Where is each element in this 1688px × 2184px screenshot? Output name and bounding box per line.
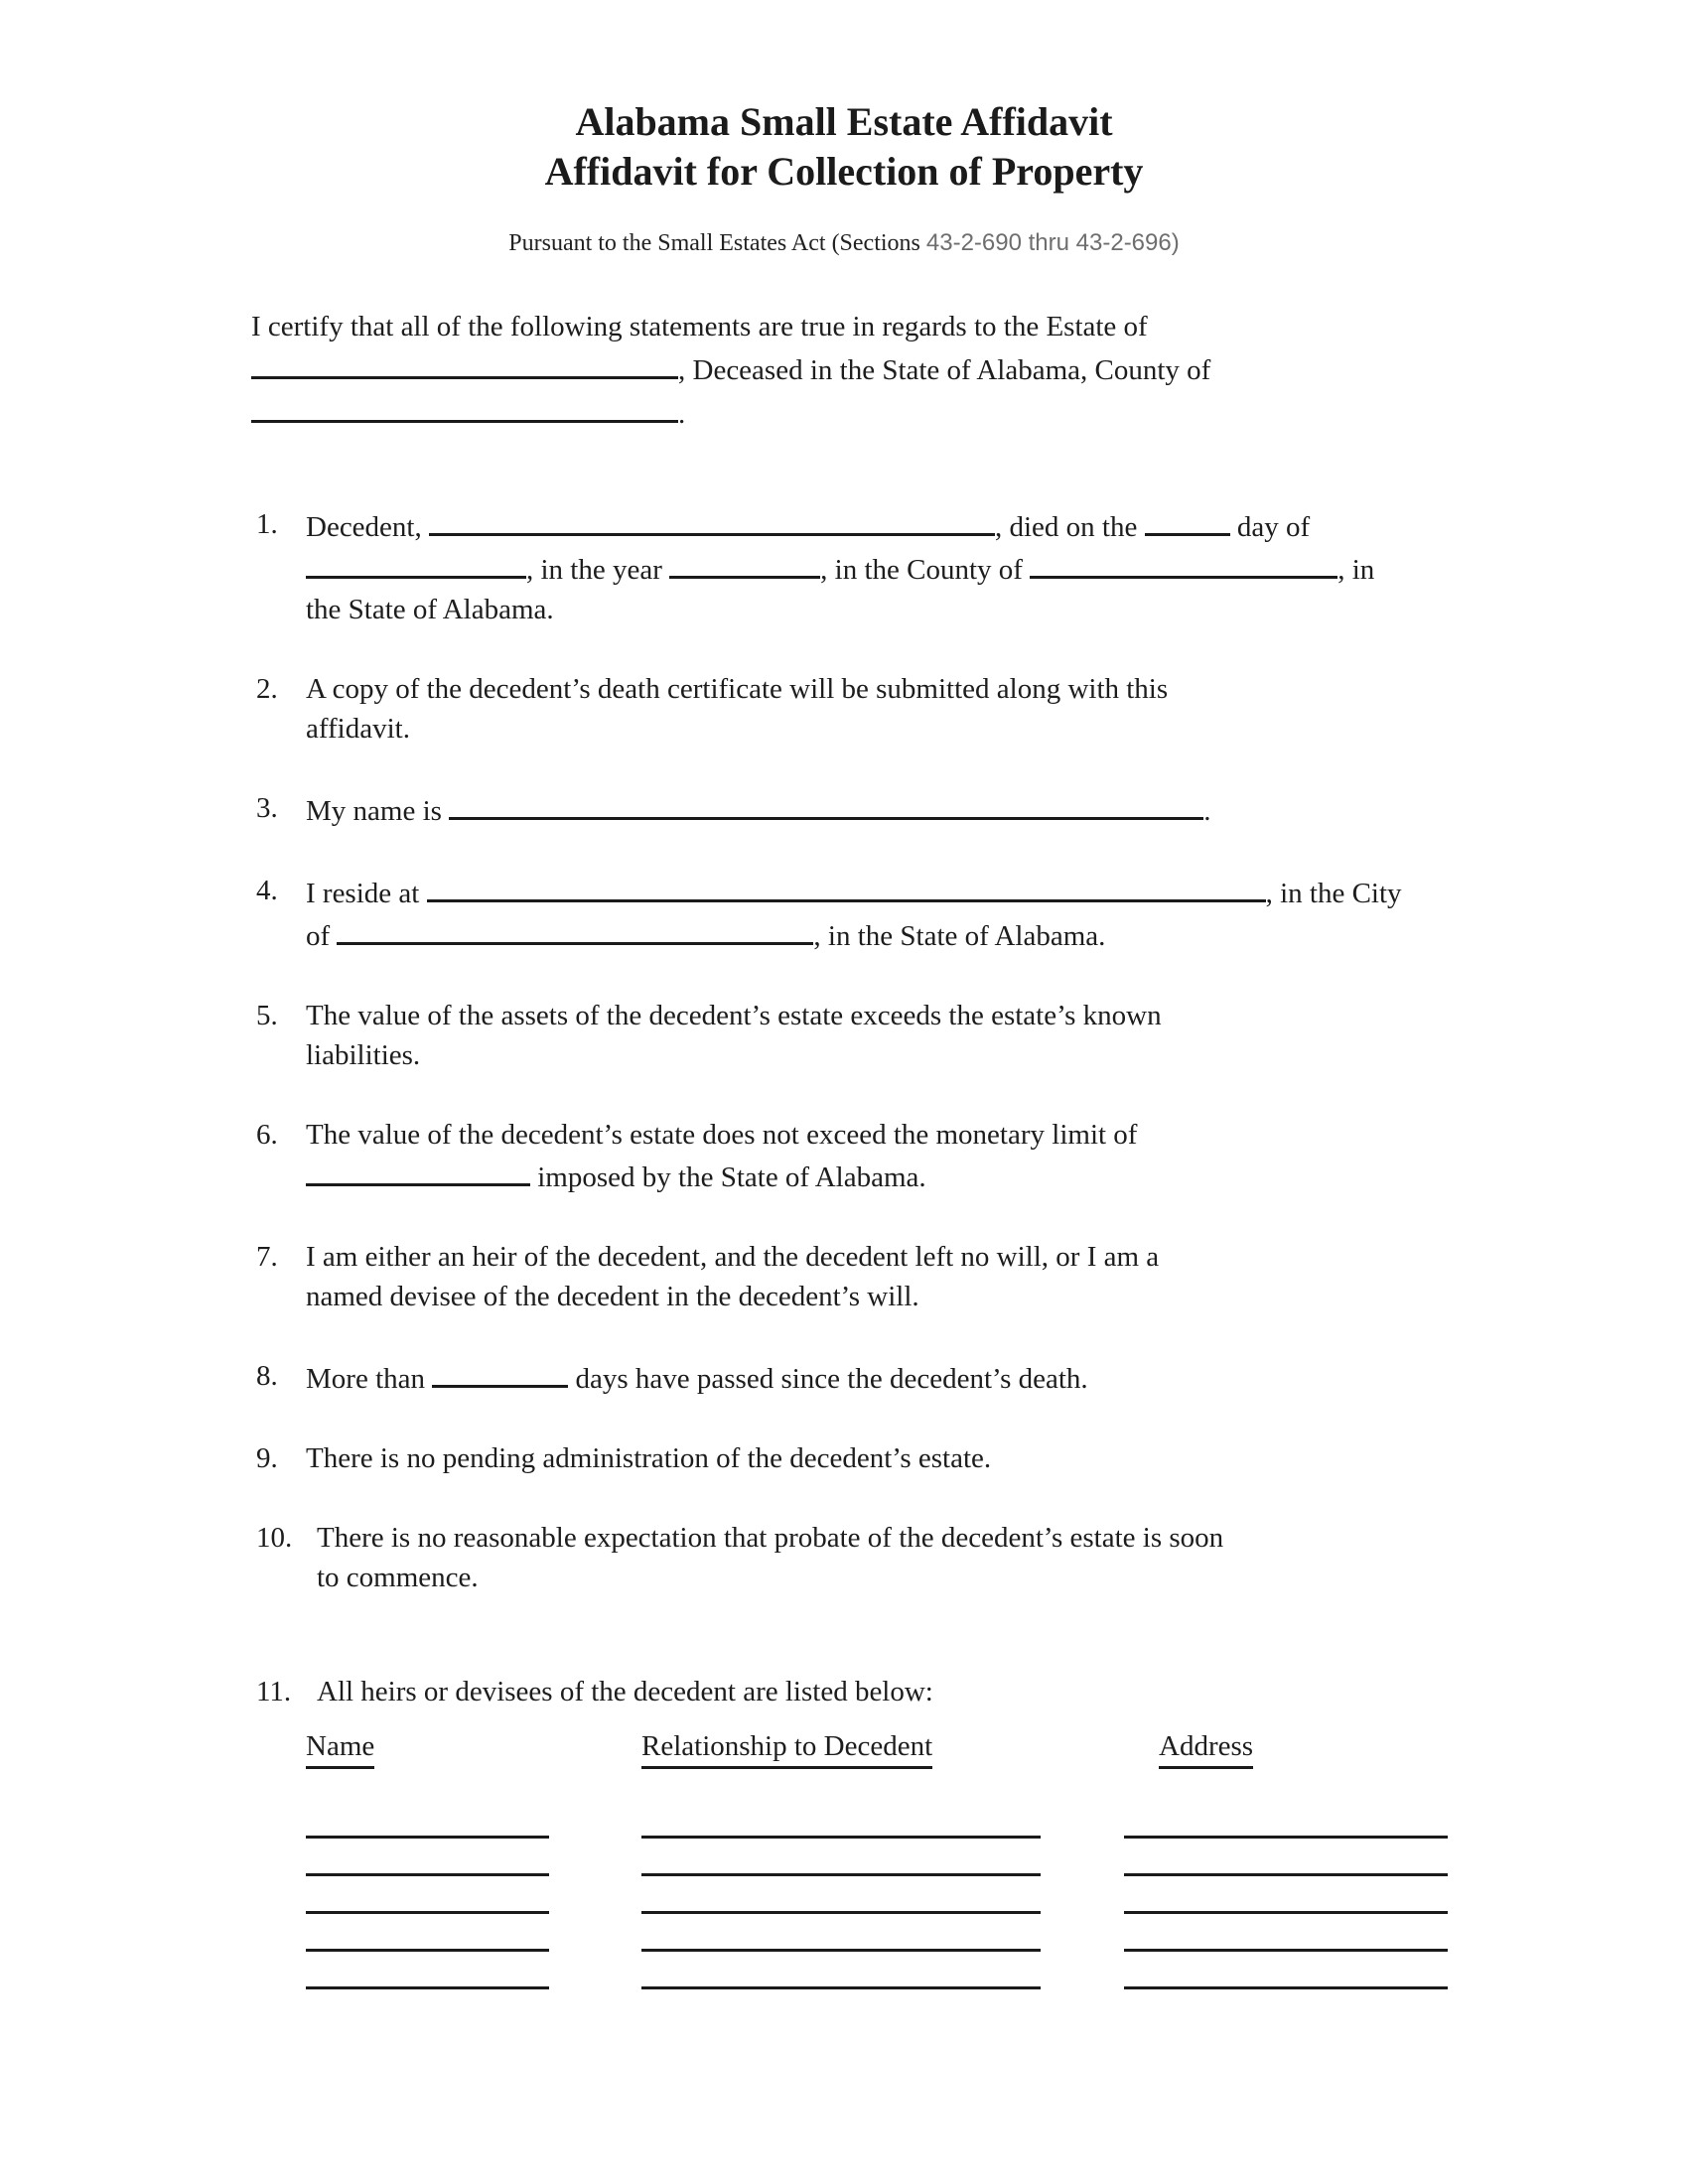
death-day-blank xyxy=(1145,504,1230,536)
list-item-8 xyxy=(251,1356,1437,1399)
item-number: 4. xyxy=(256,875,278,906)
heirs-table xyxy=(251,1729,1437,1989)
item-number: 7. xyxy=(256,1241,278,1273)
list-item-11 xyxy=(251,1672,1437,1711)
table-row xyxy=(251,1876,1437,1914)
table-row xyxy=(251,1914,1437,1952)
subtitle-section-numbers: 43-2-690 thru 43-2-696) xyxy=(925,229,1180,256)
days-passed-blank xyxy=(432,1356,568,1388)
item-7-line-2 xyxy=(306,1277,1437,1316)
item-number: 1. xyxy=(256,508,278,540)
list-item-6 xyxy=(251,1115,1437,1197)
monetary-limit-blank xyxy=(306,1155,530,1186)
document-subtitle xyxy=(0,229,1688,257)
heir-name-line xyxy=(306,1986,549,1989)
text-segment: , in the year xyxy=(526,554,670,586)
item-2-line-2 xyxy=(306,709,1437,749)
intro-line-2 xyxy=(251,347,1437,391)
list-item-10 xyxy=(251,1518,1437,1597)
title-line-2: Affidavit for Collection of Property xyxy=(544,149,1144,194)
list-item-3 xyxy=(251,788,1437,831)
decedent-name-blank xyxy=(251,347,678,379)
item-1-line-3 xyxy=(306,590,1437,629)
text-segment: The value of the assets of the decedent’s estate exceeds the estate’s known xyxy=(306,1000,1162,1031)
item-10-line-1 xyxy=(317,1518,1437,1558)
item-9-line-1 xyxy=(306,1438,1437,1478)
item-number: 2. xyxy=(256,673,278,705)
item-number: 10. xyxy=(256,1522,293,1554)
death-county-blank xyxy=(1030,547,1337,579)
subtitle-text: Pursuant to the Small Estates Act (Sections xyxy=(508,230,926,256)
document-body xyxy=(0,307,1688,1989)
column-header-address: Address xyxy=(1159,1729,1253,1769)
text-segment: , died on the xyxy=(995,511,1145,543)
text-segment: day of xyxy=(1229,511,1311,543)
item-number: 9. xyxy=(256,1442,278,1474)
list-item-7 xyxy=(251,1237,1437,1316)
intro-line-3 xyxy=(251,391,1437,435)
text-segment: Decedent, xyxy=(306,511,429,543)
text-segment: , Deceased in the State of Alabama, County of xyxy=(678,354,1211,386)
text-segment: A copy of the decedent’s death certificate will be submitted along with this xyxy=(306,673,1169,705)
text-segment: , in the City xyxy=(1265,878,1402,909)
text-segment: , in the County of xyxy=(820,554,1031,586)
text-segment: I certify that all of the following statements are true in regards to the Estate of xyxy=(251,311,1148,342)
item-4-line-2 xyxy=(306,913,1437,956)
text-segment: the State of Alabama. xyxy=(306,594,554,625)
text-segment: named devisee of the decedent in the decedent’s will. xyxy=(306,1281,919,1312)
heir-address-line xyxy=(1124,1986,1448,1989)
affiant-name-blank xyxy=(449,788,1203,820)
item-6-line-1 xyxy=(306,1115,1437,1155)
death-year-blank xyxy=(669,547,820,579)
document-title xyxy=(0,97,1688,197)
text-segment: I reside at xyxy=(306,878,427,909)
text-segment: , in xyxy=(1337,554,1375,586)
text-segment: . xyxy=(1203,795,1211,827)
item-4-line-1 xyxy=(306,871,1437,913)
item-number: 8. xyxy=(256,1360,278,1392)
item-10-line-2 xyxy=(317,1558,1437,1597)
item-8-line-1 xyxy=(306,1356,1437,1399)
title-line-1: Alabama Small Estate Affidavit xyxy=(575,99,1113,144)
intro-line-1 xyxy=(251,307,1437,347)
statements-list xyxy=(251,504,1437,1711)
text-segment: There is no pending administration of the decedent’s estate. xyxy=(306,1442,992,1474)
text-segment: There is no reasonable expectation that probate of the decedent’s estate is soon xyxy=(317,1522,1224,1554)
heir-relationship-line xyxy=(641,1986,1041,1989)
column-header-relationship: Relationship to Decedent xyxy=(641,1729,932,1769)
item-1-line-2 xyxy=(306,547,1437,590)
text-segment: . xyxy=(678,398,686,430)
text-segment: affidavit. xyxy=(306,713,410,745)
item-number: 6. xyxy=(256,1119,278,1151)
list-item-5 xyxy=(251,996,1437,1075)
item-2-line-1 xyxy=(306,669,1437,709)
table-row xyxy=(251,1839,1437,1876)
list-item-1 xyxy=(251,504,1437,629)
text-segment: My name is xyxy=(306,795,450,827)
text-segment: , in the State of Alabama. xyxy=(813,920,1106,952)
table-row xyxy=(251,1952,1437,1989)
text-segment: More than xyxy=(306,1363,433,1395)
list-item-9 xyxy=(251,1438,1437,1478)
text-segment: All heirs or devisees of the decedent are listed below: xyxy=(317,1676,933,1707)
text-segment: I am either an heir of the decedent, and the decedent left no will, or I am a xyxy=(306,1241,1160,1273)
text-segment: of xyxy=(306,920,338,952)
item-6-line-2 xyxy=(306,1155,1437,1197)
heirs-table-rows xyxy=(251,1801,1437,1989)
item-1-line-1 xyxy=(306,504,1437,547)
item-11-line-1 xyxy=(317,1672,1437,1711)
affiant-city-blank xyxy=(337,913,813,945)
text-segment: imposed by the State of Alabama. xyxy=(530,1161,926,1193)
decedent-full-name-blank xyxy=(429,504,995,536)
column-header-name: Name xyxy=(306,1729,374,1769)
text-segment: to commence. xyxy=(317,1562,479,1593)
item-7-line-1 xyxy=(306,1237,1437,1277)
item-number: 11. xyxy=(256,1676,292,1707)
certification-paragraph xyxy=(251,307,1437,435)
death-month-blank xyxy=(306,547,526,579)
item-number: 5. xyxy=(256,1000,278,1031)
list-item-4 xyxy=(251,871,1437,956)
item-5-line-1 xyxy=(306,996,1437,1035)
item-3-line-1 xyxy=(306,788,1437,831)
item-5-line-2 xyxy=(306,1035,1437,1075)
affiant-address-blank xyxy=(427,871,1266,902)
text-segment: days have passed since the decedent’s death. xyxy=(568,1363,1088,1395)
list-item-2 xyxy=(251,669,1437,749)
text-segment: The value of the decedent’s estate does not exceed the monetary limit of xyxy=(306,1119,1138,1151)
county-name-blank xyxy=(251,391,678,423)
text-segment: liabilities. xyxy=(306,1039,421,1071)
table-row xyxy=(251,1801,1437,1839)
heirs-table-header-row xyxy=(251,1729,1437,1773)
item-number: 3. xyxy=(256,792,278,824)
